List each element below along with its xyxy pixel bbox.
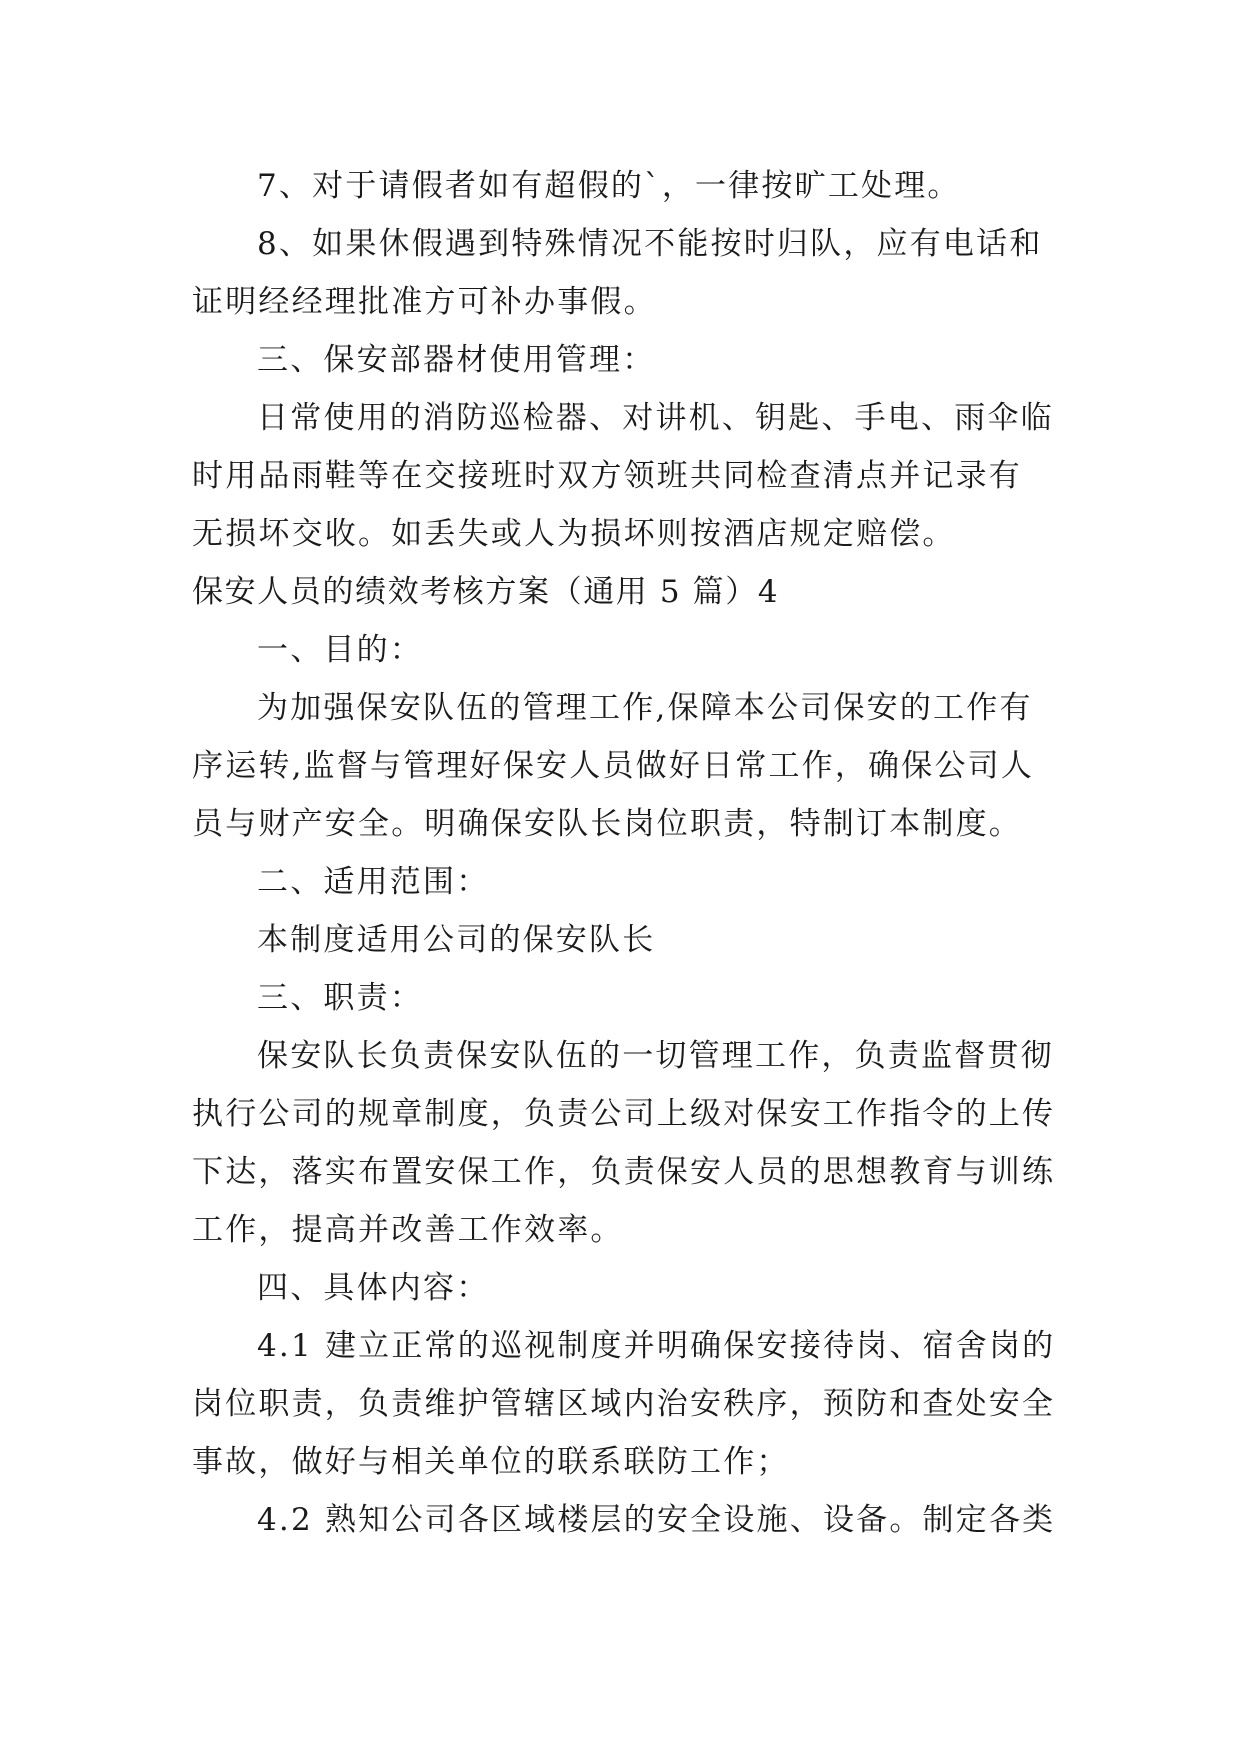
document-title: 保安人员的绩效考核方案（通用 5 篇）4: [192, 574, 780, 610]
paragraph-line: 4.2 熟知公司各区域楼层的安全设施、设备。制定各类: [257, 1502, 1056, 1538]
paragraph-line: 执行公司的规章制度，负责公司上级对保安工作指令的上传: [192, 1096, 1056, 1132]
paragraph-line: 保安队长负责保安队伍的一切管理工作，负责监督贯彻: [257, 1038, 1054, 1074]
paragraph-line: 本制度适用公司的保安队长: [257, 922, 656, 958]
section-heading: 三、保安部器材使用管理：: [257, 342, 656, 378]
paragraph-line: 时用品雨鞋等在交接班时双方领班共同检查清点并记录有: [192, 458, 1022, 494]
paragraph-line: 8、如果休假遇到特殊情况不能按时归队，应有电话和: [257, 226, 1043, 262]
paragraph-line: 7、对于请假者如有超假的`，一律按旷工处理。: [257, 168, 961, 204]
paragraph-line: 序运转,监督与管理好保安人员做好日常工作，确保公司人: [192, 748, 1035, 784]
section-heading: 三、职责：: [257, 980, 423, 1016]
paragraph-line: 下达，落实布置安保工作，负责保安人员的思想教育与训练: [192, 1154, 1056, 1190]
section-heading: 四、具体内容：: [257, 1270, 490, 1306]
paragraph-line: 岗位职责，负责维护管辖区域内治安秩序，预防和查处安全: [192, 1386, 1056, 1422]
section-heading: 一、目的：: [257, 632, 423, 668]
paragraph-line: 4.1 建立正常的巡视制度并明确保安接待岗、宿舍岗的: [257, 1328, 1056, 1364]
paragraph-line: 工作，提高并改善工作效率。: [192, 1212, 624, 1248]
paragraph-line: 事故，做好与相关单位的联系联防工作；: [192, 1444, 790, 1480]
paragraph-line: 为加强保安队伍的管理工作,保障本公司保安的工作有: [257, 690, 1033, 726]
paragraph-line: 日常使用的消防巡检器、对讲机、钥匙、手电、雨伞临: [257, 400, 1054, 436]
paragraph-line: 员与财产安全。明确保安队长岗位职责，特制订本制度。: [192, 806, 1022, 842]
paragraph-line: 证明经经理批准方可补办事假。: [192, 284, 657, 320]
paragraph-line: 无损坏交收。如丢失或人为损坏则按酒店规定赔偿。: [192, 516, 956, 552]
section-heading: 二、适用范围：: [257, 864, 490, 900]
